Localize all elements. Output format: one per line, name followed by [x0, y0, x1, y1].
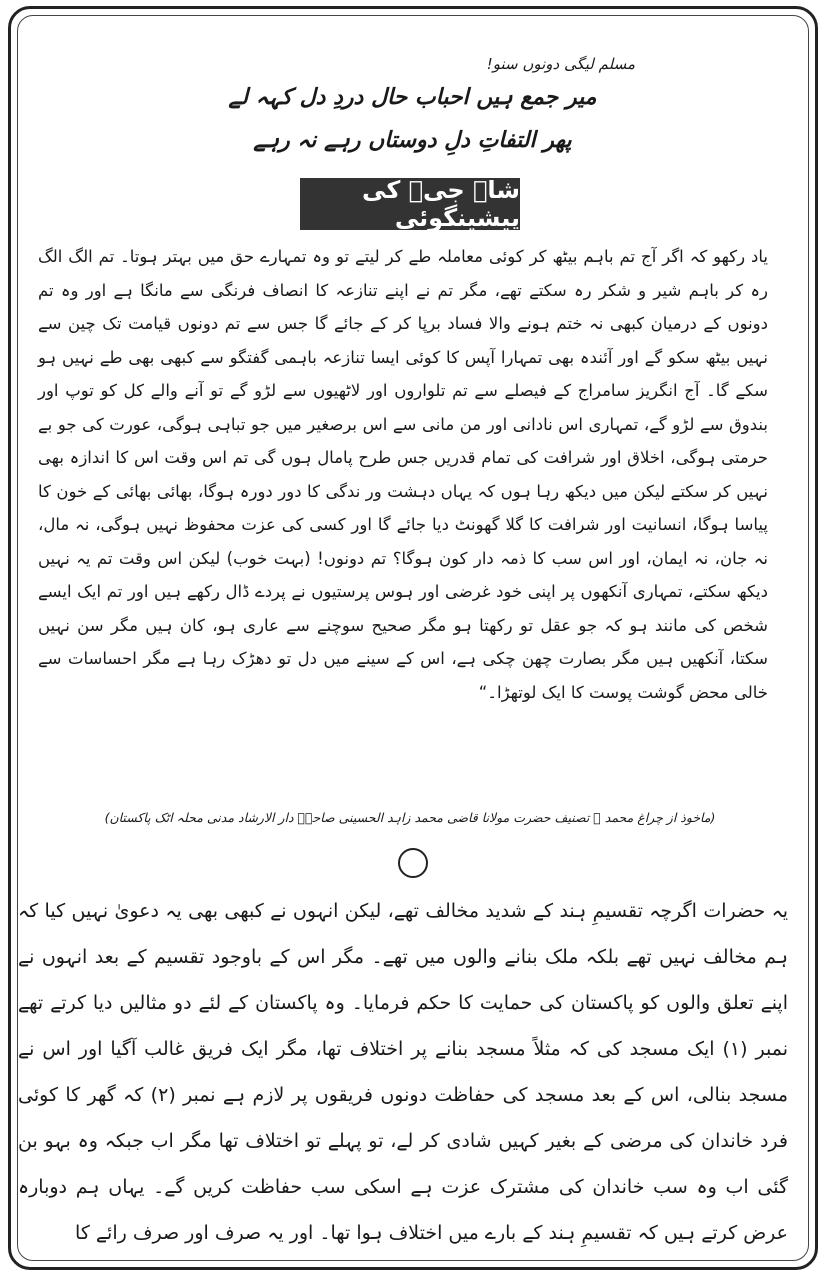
- section-divider-circle: [398, 848, 428, 878]
- greeting-text: مسلم لیگی دونوں سنو!: [486, 55, 635, 73]
- commentary-body: یہ حضرات اگرچہ تقسیمِ ہند کے شدید مخالف تھے، لیکن انہوں نے کبھی بھی یہ دعویٰ نہیں کیا کہ ہم مخالف نہیں تھے بلکہ ملک بنانے والوں میں تھے۔ مگر اس کے باوجود تقسیم کے بعد انہوں نے اپنے تعلق والوں کو پاکستان کی حمایت کا حکم فرمایا۔ وہ پاکستان کے لئے دو مثالیں دیا کرتے تھے نمبر (۱) ایک مسجد کی کہ مثلاً مسجد بنانے پر اختلاف تھا، مگر ایک فریق غالب آگیا اور اس نے مسجد بنالی، اس کے بعد مسجد کی حفاظت دونوں فریقوں پر لازم ہے نمبر (۲) کہ گھر کا کوئی فرد خاندان کی مرضی کے بغیر کہیں شادی کر لے، تو پہلے تو اختلاف تھا مگر اب جبکہ وہ بہو بن گئی اب وہ سب خاندان کی مشترک عزت ہے اسکی سب حفاظت کریں گے۔ یہاں ہم دوبارہ عرض کرتے ہیں کہ تقسیمِ ہند کے بارے میں اختلاف ہوا تھا۔ اور یہ صرف اور صرف رائے کا: [18, 900, 788, 1244]
- couplet-line-2: پھر التفاتِ دلِ دوستاں رہے نہ رہے: [253, 128, 572, 153]
- headline-banner: [300, 178, 520, 230]
- headline-title: شاہ جیؒ کی پیشینگوئی: [362, 176, 520, 232]
- source-citation: (ماخوذ از چراغ محمد ﷺ تصنیف حضرت مولانا قاضی محمد زاہد الحسینی صاحبؒ دار الارشاد مدنی محلہ اٹک پاکستان): [104, 810, 716, 825]
- couplet-line-1: میر جمع ہیں احباب حال دردِ دل کہہ لے: [228, 85, 597, 110]
- article-body: یاد رکھو کہ اگر آج تم باہم بیٹھ کر کوئی معاملہ طے کر لیتے تو وہ تمہارے حق میں بہتر ہوتا۔ تم الگ الگ رہ کر باہم شیر و شکر رہ سکتے تھے، مگر تم نے اپنے تنازعہ کا انصاف فرنگی سے مانگا ہے اور وہ تم دونوں کے درمیان کبھی نہ ختم ہونے والا فساد برپا کر کے جائے گا جس سے تم دونوں قیامت تک چین سے نہیں بیٹھ سکو گے اور آئندہ بھی تمہارا آپس کا کوئی ایسا تنازعہ باہمی گفتگو سے کبھی بھی طے نہیں ہو سکے گا۔ آج انگریز سامراج کے فیصلے سے تم تلواروں اور لاٹھیوں سے لڑو گے تو آنے والے کل کو توپ اور بندوق سے لڑو گے، تمہاری اس نادانی اور من مانی سے اس برصغیر میں جو تباہی ہوگی، عورت کی جو بے حرمتی ہوگی، اخلاق اور شرافت کی تمام قدریں جس طرح پامال ہوں گی تم اس وقت اس کا اندازہ بھی نہیں کر سکتے لیکن میں دیکھ رہا ہوں کہ یہاں دہشت ور ندگی کا دور دورہ ہوگا، بھائی بھائی کے خون کا پیاسا ہوگا، انسانیت اور شرافت کا گلا گھونٹ دیا جائے گا اور کسی کی عزت محفوظ نہیں ہوگی، نہ مال، نہ جان، نہ ایمان، اور اس سب کا ذمہ دار کون ہوگا؟ تم دونوں! (بہت خوب) لیکن اس وقت تم یہ نہیں دیکھ سکتے، تمہاری آنکھوں پر اپنی خود غرضی اور ہوس پرستیوں نے پردے ڈال رکھے ہیں اور تم ایک ایسے شخص کی مانند ہو کہ جو عقل تو رکھتا ہو مگر صحیح سوچنے سے عاری ہو، کان ہیں مگر سن نہیں سکتا، آنکھیں ہیں مگر بصارت چھن چکی ہے، اس کے سینے میں دل تو دھڑک رہا ہے مگر احساسات سے خالی محض گوشت پوست کا ایک لوتھڑا۔“: [38, 247, 768, 702]
